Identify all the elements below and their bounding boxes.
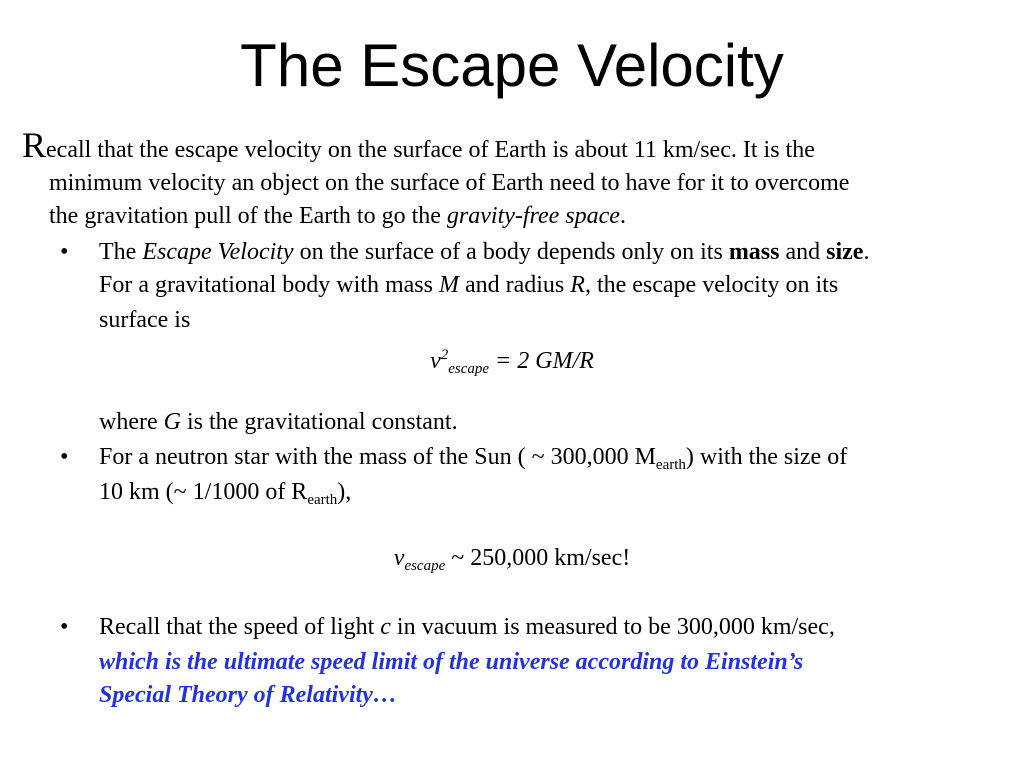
bullet2-line-1 bbox=[99, 442, 847, 480]
intro-dropcap: R bbox=[22, 125, 47, 165]
eq2-v: v bbox=[393, 545, 405, 571]
eq1-v: v bbox=[430, 348, 441, 374]
b1-text-b: on the surface of a body depends only on its bbox=[293, 239, 729, 265]
b2-l2-b: ), bbox=[337, 479, 352, 505]
eq2-sub: escape bbox=[404, 558, 446, 574]
intro-line-1 bbox=[22, 125, 815, 165]
where-a: where bbox=[99, 409, 164, 435]
b3-l1-c: c bbox=[380, 614, 391, 640]
bullet1-where bbox=[99, 407, 458, 437]
where-G: G bbox=[163, 409, 181, 435]
b1-text-d: . bbox=[863, 239, 870, 265]
intro-line-2: minimum velocity an object on the surface of Earth need to have for it to overcome bbox=[49, 170, 850, 196]
bullet3-line-1 bbox=[99, 612, 835, 642]
bullet1-line-2 bbox=[99, 270, 838, 300]
bullet1-line-1 bbox=[99, 237, 869, 267]
bullet-icon: • bbox=[60, 614, 69, 640]
b2-l1-a: For a neutron star with the mass of the Sun ( ~ 300,000 M bbox=[99, 444, 656, 470]
b2-l1-sub: earth bbox=[655, 457, 686, 473]
bullet2-line-2 bbox=[99, 477, 351, 515]
b3-l1-b: in vacuum is measured to be 300,000 km/sec, bbox=[390, 614, 835, 640]
b1-l2-b: and radius bbox=[458, 272, 571, 298]
b2-l1-b: ) with the size of bbox=[685, 444, 848, 470]
b1-l2-M: M bbox=[438, 272, 459, 298]
b2-l2-sub: earth bbox=[307, 492, 338, 508]
b1-mass: mass bbox=[728, 239, 780, 265]
bullet1-line-3: surface is bbox=[99, 307, 191, 333]
bullet-icon: • bbox=[60, 444, 69, 470]
b1-l2-c: , the escape velocity on its bbox=[584, 272, 839, 298]
intro-line-3 bbox=[49, 201, 626, 231]
eq2-rest: ~ 250,000 km/sec! bbox=[445, 545, 631, 571]
equation-escape-velocity bbox=[0, 340, 1024, 384]
b1-text-a: The bbox=[99, 239, 143, 265]
b1-size: size bbox=[826, 239, 864, 265]
b3-l1-a: Recall that the speed of light bbox=[99, 614, 381, 640]
where-b: is the gravitational constant. bbox=[180, 409, 458, 435]
intro-text-3a: the gravitation pull of the Earth to go the bbox=[49, 203, 447, 229]
intro-text-1: ecall that the escape velocity on the surface of Earth is about 11 km/sec. It is the bbox=[46, 137, 815, 163]
b1-text-c: and bbox=[779, 239, 827, 265]
bullet3-line-2: which is the ultimate speed limit of the universe according to Einstein’s bbox=[99, 649, 804, 675]
equation-neutron-star bbox=[0, 543, 1024, 581]
eq1-rest: = 2 GM/R bbox=[489, 348, 594, 374]
slide-title: The Escape Velocity bbox=[240, 32, 784, 99]
eq1-sub: escape bbox=[448, 361, 490, 377]
bullet-icon: • bbox=[60, 239, 69, 265]
b1-l2-R: R bbox=[570, 272, 585, 298]
bullet3-line-3: Special Theory of Relativity… bbox=[99, 682, 397, 708]
intro-text-3-em: gravity-free space bbox=[446, 203, 620, 229]
eq1-sup: 2 bbox=[440, 347, 449, 363]
b2-l2-a: 10 km (~ 1/1000 of R bbox=[99, 479, 308, 505]
b1-l2-a: For a gravitational body with mass bbox=[99, 272, 439, 298]
b1-em: Escape Velocity bbox=[142, 239, 294, 265]
intro-text-3b: . bbox=[619, 203, 626, 229]
